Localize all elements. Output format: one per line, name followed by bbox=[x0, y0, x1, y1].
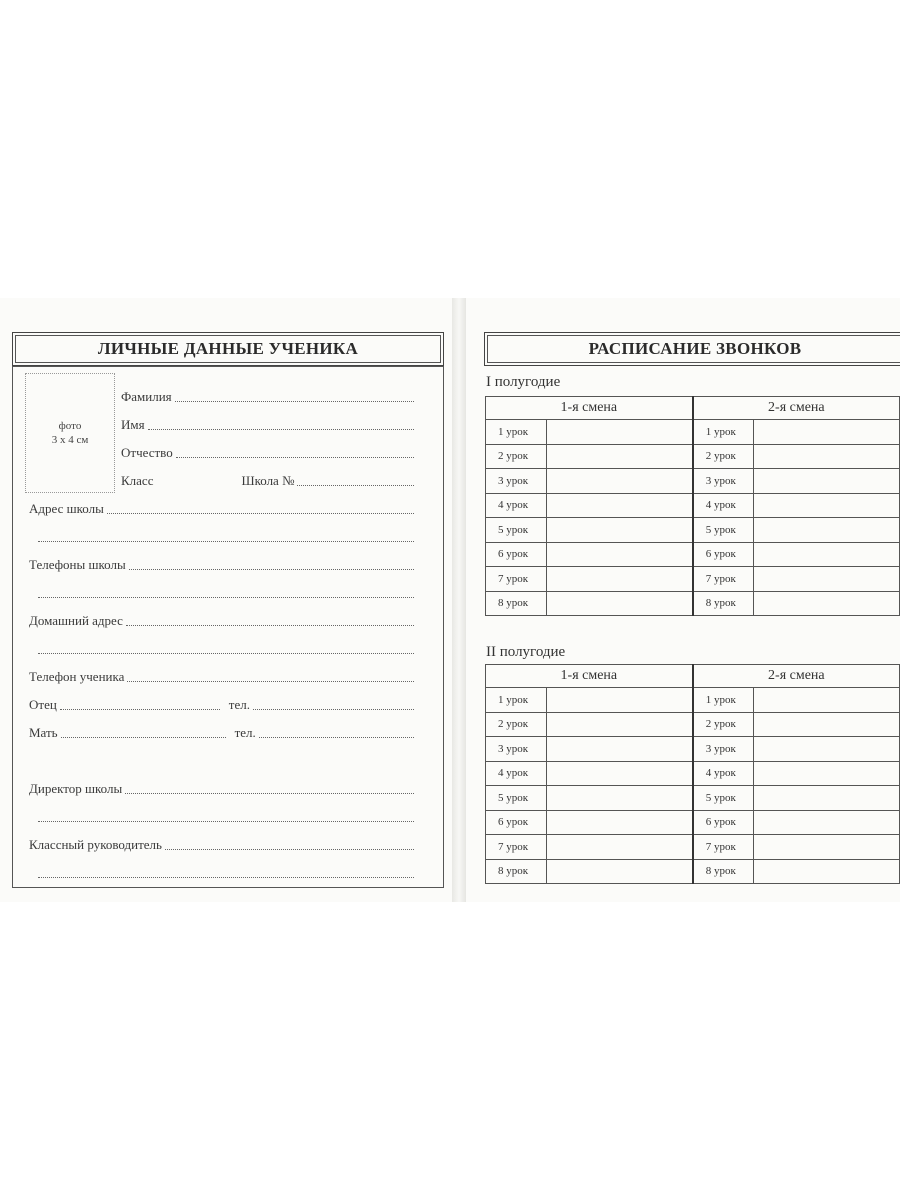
shift-1-lesson-label: 3 урок bbox=[486, 469, 547, 494]
shift-2-lesson-label: 5 урок bbox=[693, 518, 754, 543]
shift-2-lesson-time-cell[interactable] bbox=[753, 737, 899, 762]
surname-field[interactable] bbox=[121, 389, 417, 405]
lesson-row bbox=[486, 591, 900, 616]
father-field[interactable] bbox=[29, 697, 417, 713]
lesson-row bbox=[486, 737, 900, 762]
shift-2-lesson-time-cell[interactable] bbox=[753, 761, 899, 786]
name-label: Имя bbox=[121, 417, 145, 432]
shift-1-lesson-time-cell[interactable] bbox=[546, 518, 692, 543]
shift-header-row bbox=[486, 397, 900, 420]
shift-2-lesson-time-cell[interactable] bbox=[753, 810, 899, 835]
right-page bbox=[466, 298, 900, 902]
shift-2-lesson-label: 1 урок bbox=[693, 688, 754, 713]
surname-label: Фамилия bbox=[121, 389, 172, 404]
shift-2-lesson-time-cell[interactable] bbox=[753, 444, 899, 469]
shift-1-lesson-label: 4 урок bbox=[486, 493, 547, 518]
school-address-label: Адрес школы bbox=[29, 501, 104, 516]
lesson-row bbox=[486, 493, 900, 518]
home-address-field[interactable] bbox=[29, 613, 417, 629]
bell-table-half-1 bbox=[485, 396, 900, 616]
shift-1-lesson-label: 1 урок bbox=[486, 688, 547, 713]
director-label: Директор школы bbox=[29, 781, 123, 796]
shift-2-lesson-time-cell[interactable] bbox=[753, 420, 899, 445]
shift-2-lesson-label: 3 урок bbox=[693, 469, 754, 494]
shift-2-lesson-time-cell[interactable] bbox=[753, 542, 899, 567]
shift-1-lesson-label: 2 урок bbox=[486, 444, 547, 469]
shift-1-lesson-label: 8 урок bbox=[486, 591, 547, 616]
mother-label: Мать bbox=[29, 725, 58, 740]
shift-1-lesson-time-cell[interactable] bbox=[546, 786, 692, 811]
shift-2-lesson-label: 7 урок bbox=[693, 567, 754, 592]
director-continuation[interactable] bbox=[35, 809, 417, 825]
shift-1-lesson-time-cell[interactable] bbox=[546, 688, 692, 713]
shift-1-lesson-label: 1 урок bbox=[486, 420, 547, 445]
shift-2-header: 2-я смена bbox=[693, 397, 900, 420]
lesson-row bbox=[486, 835, 900, 860]
shift-1-lesson-time-cell[interactable] bbox=[546, 542, 692, 567]
lesson-row bbox=[486, 567, 900, 592]
class-teacher-continuation[interactable] bbox=[35, 865, 417, 881]
photo-placeholder bbox=[25, 373, 115, 493]
first-half-year-title: I полугодие bbox=[486, 374, 561, 390]
page-title-bell-schedule: РАСПИСАНИЕ ЗВОНКОВ bbox=[484, 332, 900, 366]
shift-1-lesson-time-cell[interactable] bbox=[546, 761, 692, 786]
lesson-row bbox=[486, 469, 900, 494]
shift-2-lesson-time-cell[interactable] bbox=[753, 786, 899, 811]
shift-2-lesson-label: 7 урок bbox=[693, 835, 754, 860]
shift-header-row bbox=[486, 665, 900, 688]
home-address-continuation[interactable] bbox=[35, 641, 417, 657]
lesson-row bbox=[486, 761, 900, 786]
school-phones-field[interactable] bbox=[29, 557, 417, 573]
shift-2-lesson-time-cell[interactable] bbox=[753, 469, 899, 494]
student-phone-label: Телефон ученика bbox=[29, 669, 125, 684]
photo-label: фото bbox=[58, 419, 82, 432]
lesson-row bbox=[486, 712, 900, 737]
shift-1-lesson-time-cell[interactable] bbox=[546, 737, 692, 762]
shift-2-lesson-label: 8 урок bbox=[693, 859, 754, 884]
shift-1-lesson-time-cell[interactable] bbox=[546, 469, 692, 494]
school-address-field[interactable] bbox=[29, 501, 417, 517]
shift-2-lesson-time-cell[interactable] bbox=[753, 688, 899, 713]
shift-2-lesson-time-cell[interactable] bbox=[753, 567, 899, 592]
photo-size-label: 3 х 4 см bbox=[51, 434, 89, 446]
home-address-label: Домашний адрес bbox=[29, 613, 123, 628]
shift-2-lesson-label: 6 урок bbox=[693, 542, 754, 567]
lesson-row bbox=[486, 420, 900, 445]
class-school-field[interactable] bbox=[121, 473, 417, 489]
father-label: Отец bbox=[29, 697, 57, 712]
shift-1-lesson-time-cell[interactable] bbox=[546, 591, 692, 616]
shift-1-lesson-label: 2 урок bbox=[486, 712, 547, 737]
shift-1-lesson-time-cell[interactable] bbox=[546, 835, 692, 860]
shift-2-lesson-time-cell[interactable] bbox=[753, 493, 899, 518]
shift-2-lesson-label: 6 урок bbox=[693, 810, 754, 835]
student-phone-field[interactable] bbox=[29, 669, 417, 685]
shift-1-lesson-label: 6 урок bbox=[486, 810, 547, 835]
shift-1-header: 1-я смена bbox=[486, 665, 693, 688]
bell-table-half-2 bbox=[485, 664, 900, 884]
name-field[interactable] bbox=[121, 417, 417, 433]
shift-1-lesson-label: 5 урок bbox=[486, 786, 547, 811]
shift-2-lesson-time-cell[interactable] bbox=[753, 591, 899, 616]
shift-2-lesson-time-cell[interactable] bbox=[753, 712, 899, 737]
second-half-year-title: II полугодие bbox=[486, 644, 566, 660]
lesson-row bbox=[486, 444, 900, 469]
patronymic-label: Отчество bbox=[121, 445, 173, 460]
shift-2-lesson-label: 2 урок bbox=[693, 444, 754, 469]
father-phone-label: тел. bbox=[228, 697, 250, 712]
personal-data-form bbox=[12, 366, 444, 888]
shift-1-lesson-label: 8 урок bbox=[486, 859, 547, 884]
lesson-row bbox=[486, 688, 900, 713]
shift-2-lesson-label: 3 урок bbox=[693, 737, 754, 762]
lesson-row bbox=[486, 810, 900, 835]
lesson-row bbox=[486, 859, 900, 884]
shift-1-lesson-time-cell[interactable] bbox=[546, 810, 692, 835]
shift-1-lesson-time-cell[interactable] bbox=[546, 567, 692, 592]
class-teacher-field[interactable] bbox=[29, 837, 417, 853]
shift-1-lesson-time-cell[interactable] bbox=[546, 712, 692, 737]
shift-2-lesson-label: 8 урок bbox=[693, 591, 754, 616]
patronymic-field[interactable] bbox=[121, 445, 417, 461]
shift-2-lesson-label: 2 урок bbox=[693, 712, 754, 737]
class-teacher-label: Классный руководитель bbox=[29, 837, 162, 852]
shift-2-lesson-time-cell[interactable] bbox=[753, 835, 899, 860]
lesson-row bbox=[486, 542, 900, 567]
shift-1-lesson-label: 7 урок bbox=[486, 835, 547, 860]
shift-1-header: 1-я смена bbox=[486, 397, 693, 420]
mother-phone-label: тел. bbox=[234, 725, 256, 740]
shift-1-lesson-label: 7 урок bbox=[486, 567, 547, 592]
left-page bbox=[0, 298, 452, 902]
lesson-row bbox=[486, 786, 900, 811]
shift-1-lesson-time-cell[interactable] bbox=[546, 859, 692, 884]
mother-field[interactable] bbox=[29, 725, 417, 741]
shift-1-lesson-label: 3 урок bbox=[486, 737, 547, 762]
shift-1-lesson-time-cell[interactable] bbox=[546, 420, 692, 445]
school-phones-label: Телефоны школы bbox=[29, 557, 126, 572]
page-title-personal-data: ЛИЧНЫЕ ДАННЫЕ УЧЕНИКА bbox=[12, 332, 444, 366]
shift-2-header: 2-я смена bbox=[693, 665, 900, 688]
lesson-row bbox=[486, 518, 900, 543]
shift-2-lesson-label: 4 урок bbox=[693, 493, 754, 518]
school-number-label: Школа № bbox=[241, 473, 295, 488]
shift-1-lesson-time-cell[interactable] bbox=[546, 444, 692, 469]
shift-2-lesson-time-cell[interactable] bbox=[753, 859, 899, 884]
director-field[interactable] bbox=[29, 781, 417, 797]
shift-2-lesson-label: 5 урок bbox=[693, 786, 754, 811]
school-phones-continuation[interactable] bbox=[35, 585, 417, 601]
shift-2-lesson-label: 4 урок bbox=[693, 761, 754, 786]
shift-1-lesson-time-cell[interactable] bbox=[546, 493, 692, 518]
shift-1-lesson-label: 5 урок bbox=[486, 518, 547, 543]
shift-2-lesson-label: 1 урок bbox=[693, 420, 754, 445]
diary-spread bbox=[0, 298, 900, 902]
book-gutter bbox=[452, 298, 466, 902]
shift-1-lesson-label: 6 урок bbox=[486, 542, 547, 567]
class-label: Класс bbox=[121, 473, 154, 488]
shift-2-lesson-time-cell[interactable] bbox=[753, 518, 899, 543]
shift-1-lesson-label: 4 урок bbox=[486, 761, 547, 786]
school-address-continuation[interactable] bbox=[35, 529, 417, 545]
